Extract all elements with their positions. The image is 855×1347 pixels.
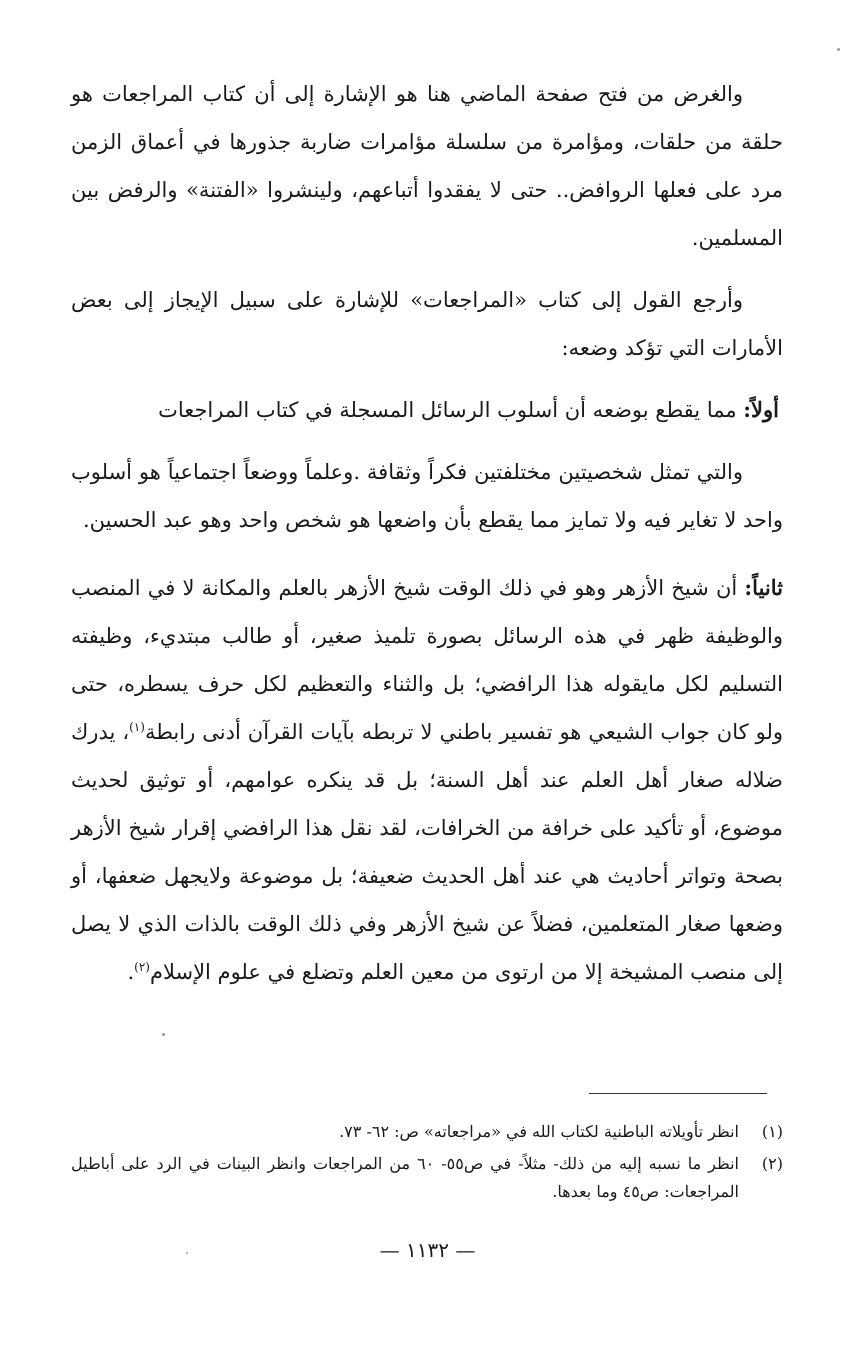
- footnote-ref-1[interactable]: (١): [129, 720, 145, 734]
- paragraph-end: .: [127, 960, 135, 984]
- footnotes: [71, 1118, 783, 1210]
- paragraph-first-point-continued: [71, 448, 783, 544]
- page-number: — ١١٣٢ —: [379, 1238, 476, 1262]
- point-label: ثانياً:: [744, 575, 783, 600]
- scan-speck: [837, 48, 840, 51]
- point-label: أولاً:: [743, 397, 779, 422]
- footnote-ref-2[interactable]: (٢): [134, 960, 150, 974]
- paragraph-text: ، يدرك ضلاله صغار أهل العلم عند أهل السنة؛ بل قد ينكره عوامهم، أو توثيق لحديث موضوع، أو تأكيد على خرافة من الخرافات، لقد نقل هذا الرافضي إقرار شيخ الأزهر بصحة وتواتر أحاديث هي عند أهل الحديث ضعيفة؛ بل موضوعة ولايجهل ضعفها، أو وضعها صغار المتعلمين، فضلاً عن شيخ الأزهر وفي ذلك الوقت بالذات الذي لا يصل إلى منصب المشيخة إلا من ارتوى من معين العلم وتضلع في علوم الإسلام: [71, 720, 783, 984]
- footnote-text: انظر تأويلاته الباطنية لكتاب الله في «مراجعاته» ص: ٦٢- ٧٣.: [339, 1122, 739, 1141]
- footnote-2: [71, 1150, 783, 1206]
- paragraph-first-point: [71, 386, 783, 434]
- footnote-1: [71, 1118, 783, 1146]
- paragraph-text: مما يقطع بوضعه أن أسلوب الرسائل المسجلة في كتاب المراجعات: [158, 398, 744, 422]
- paragraph-text: وأرجع القول إلى كتاب «المراجعات» للإشارة على سبيل الإيجاز إلى بعض الأمارات التي تؤكد وضعه:: [71, 288, 783, 360]
- paragraph-second-point: [71, 564, 783, 996]
- footnote-number: (٢): [761, 1154, 783, 1173]
- scan-speck: [186, 1252, 188, 1254]
- paragraph-text: والتي تمثل شخصيتين مختلفتين فكراً وثقافة .وعلماً ووضعاً اجتماعياً هو أسلوب واحد لا تغاير فيه ولا تمايز مما يقطع بأن واضعها هو شخص واحد وهو عبد الحسين.: [71, 460, 783, 532]
- footnote-text: انظر ما نسبه إليه من ذلك- مثلاً- في ص٥٥- ٦٠ من المراجعات وانظر البينات في الرد على أباطيل المراجعات: ص٤٥ وما بعدها.: [71, 1154, 739, 1201]
- main-text: [71, 70, 783, 996]
- footnote-number: (١): [761, 1122, 783, 1141]
- paragraph-intro: [71, 70, 783, 262]
- paragraph-text: والغرض من فتح صفحة الماضي هنا هو الإشارة إلى أن كتاب المراجعات هو حلقة من حلقات، ومؤامرة من سلسلة مؤامرات ضاربة جذورها في أعماق الزمن مرد على فعلها الروافض.. حتى لا يفقدوا أتباعهم، ولينشروا «الفتنة» والرفض بين المسلمين.: [71, 82, 783, 250]
- footnote-divider: [589, 1093, 767, 1094]
- paragraph-return: [71, 276, 783, 372]
- paragraph-text: أن شيخ الأزهر وهو في ذلك الوقت شيخ الأزهر بالعلم والمكانة لا في المنصب والوظيفة ظهر في هذه الرسائل بصورة تلميذ صغير، أو طالب مبتديء، وظيفته التسليم لكل مايقوله هذا الرافضي؛ بل والثناء والتعظيم لكل حرف يسطره، حتى ولو كان جواب الشيعي هو تفسير باطني لا تربطه بآيات القرآن أدنى رابطة: [71, 576, 783, 744]
- scan-speck: [162, 1033, 165, 1036]
